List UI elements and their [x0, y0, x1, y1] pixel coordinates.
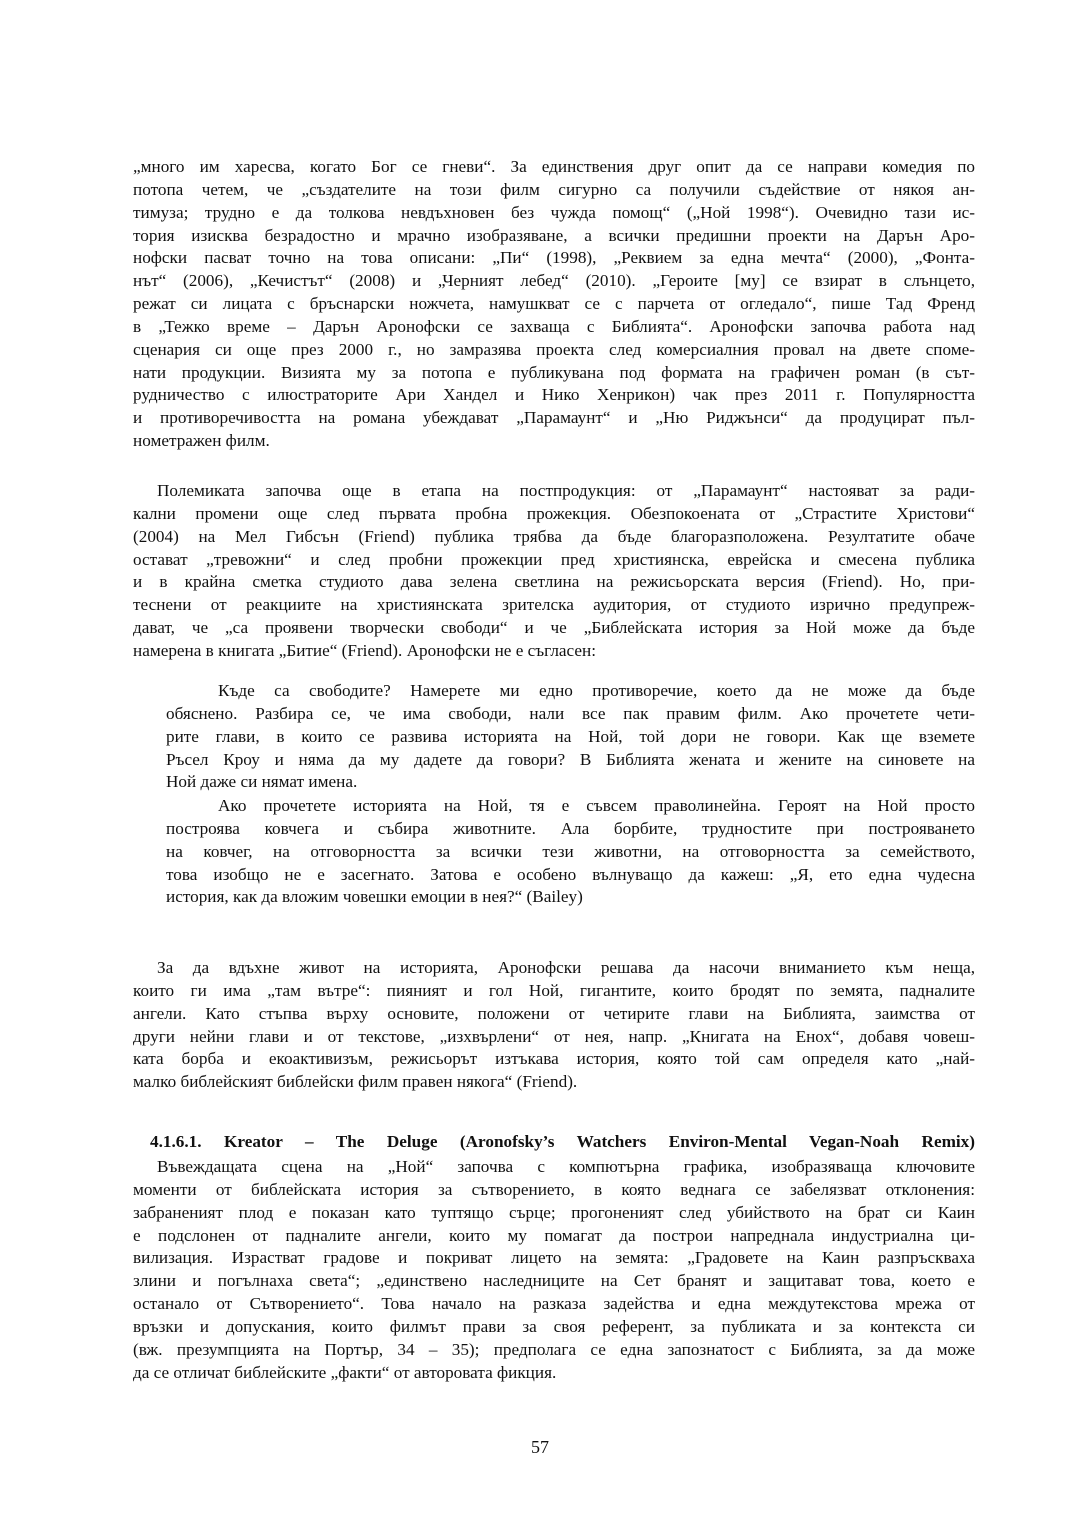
- text-line: малко библейският библейски филм правен някога“ (Friend).: [133, 1072, 578, 1092]
- text-line: да се отличат библейските „факти“ от авторовата фикция.: [133, 1362, 557, 1382]
- text-line: и противоречивостта на романа убеждават „Парамаунт“ и „Ню Риджънси“ да продуцират пъл-: [133, 408, 975, 428]
- text-line: намерена в книгата „Битие“ (Friend). Аронофски не е съгласен:: [133, 640, 596, 660]
- text-line: Къде са свободите? Намерете ми едно противоречие, което да не може да бъде: [218, 681, 975, 700]
- text-line: Въвеждащата сцена на „Ной“ започва с компютърна графика, изобразяваща ключовите: [157, 1157, 975, 1176]
- text-line: нати продукции. Визията му за потопа е публикувана под формата на графичен роман (в сът-: [133, 362, 975, 382]
- text-line: които ги има „там вътре“: пияният и гол Ной, гигантите, които бродят по земята, падналите: [133, 980, 975, 1000]
- text-line: обяснено. Разбира се, че има свободи, нали все пак правим филм. Ако прочетете чети-: [166, 703, 975, 723]
- paragraph-2: [133, 480, 975, 663]
- text-line: история, как да вложим човешки емоции в нея?“ (Bailey): [166, 887, 583, 907]
- text-line: потопа четем, че „създателите на този филм сигурно са получили съдействие от някоя ан-: [133, 179, 975, 199]
- text-line: теснени от реакциите на християнската зрителска аудитория, от студиото изрично предупреж-: [133, 595, 975, 615]
- text-line: вилизация. Израстват градове и покриват лицето на земята: „Градовете на Каин разпръскваха: [133, 1248, 975, 1268]
- text-line: дават, че „са проявени творчески свободи“ и че „Библейската история за Ной може да бъде: [133, 618, 975, 638]
- block-quote-2: [166, 795, 975, 909]
- text-line: Ръсел Кроу и няма да му дадете да говори? В Библията жената и жените на синовете на: [166, 749, 975, 769]
- text-line: Полемиката започва още в етапа на постпродукция: от „Парамаунт“ настояват за ради-: [157, 481, 975, 500]
- paragraph-4: [133, 1156, 975, 1384]
- text-line: построява ковчега и събира животните. Ала борбите, трудностите при построяването: [166, 818, 975, 838]
- text-line: (вж. презумпцията на Портър, 34 – 35); предполага се една запознатост с Библията, за да може: [133, 1339, 975, 1359]
- text-line: нометражен филм.: [133, 431, 270, 451]
- text-line: ката борба и екоактивизъм, режисьорът изтъкава история, която той сам определя като „най-: [133, 1049, 975, 1069]
- text-line: нът“ (2006), „Кечистът“ (2008) и „Черният лебед“ (2010). „Героите [му] се взират в слънцето,: [133, 271, 975, 291]
- text-line: „много им харесва, когато Бог се гневи“. За единствения друг опит да се направи комедия по: [133, 157, 975, 176]
- text-line: тория изисква безрадостно и мрачно изобразяване, а всички предишни проекти на Дарън Аро-: [133, 225, 975, 245]
- text-line: рите глави, в които се развива историята на Ной, той дори не говори. Как ще вземете: [166, 726, 975, 746]
- text-line: Ной даже си нямат имена.: [166, 772, 358, 792]
- text-line: и в крайна сметка студиото дава зелена светлина на режисьорската версия (Friend). Но, при-: [133, 572, 975, 592]
- text-line: на ковчег, на отговорността за всички тези животни, на отговорността за семейството,: [166, 841, 975, 861]
- text-line: За да вдъхне живот на историята, Аронофски решава да насочи вниманието към неща,: [157, 958, 975, 977]
- text-line: Ако прочетете историята на Ной, тя е съвсем праволинейна. Героят на Ной просто: [218, 796, 975, 815]
- block-quote-1: [166, 680, 975, 794]
- text-line: останало от Сътворението“. Това начало на разказа задейства и една междутекстова мрежа от: [133, 1294, 975, 1314]
- paragraph-3: [133, 957, 975, 1094]
- text-line: връзки и допускания, които филмът прави за своя референт, за публиката и за контекста си: [133, 1316, 975, 1336]
- text-line: забраненият плод е показан като туптящо сърце; прогоненият след убийството на брат си Каин: [133, 1202, 975, 1222]
- text-line: рудничество с илюстраторите Ари Хандел и Нико Хенрикон) чак през 2011 г. Популярността: [133, 385, 975, 405]
- text-line: кални промени още след първата пробна прожекция. Обезпокоената от „Страстите Христови“: [133, 503, 975, 523]
- text-line: остават „тревожни“ и след пробни прожекции пред християнска, еврейска и смесена публика: [133, 549, 975, 569]
- text-line: тимуза; трудно е да толкова невдъхновен без чужда помощ“ („Ной 1998“). Очевидно тази ис-: [133, 202, 975, 222]
- text-line: сценария си още през 2000 г., но замразява проекта след комерсиалния провал на двете споме-: [133, 339, 975, 359]
- section-heading: 4.1.6.1. Kreator – The Deluge (Aronofsky’s Watchers Environ-Mental Vegan-Noah Remix): [150, 1132, 975, 1151]
- text-line: (2004) на Мел Гибсън (Friend) публика трябва да бъде благоразположена. Резултатите обаче: [133, 526, 975, 546]
- text-line: моменти от библейската история за сътворението, в която веднага се забелязват отклонения:: [133, 1179, 975, 1199]
- text-line: ангели. Като стъпва върху основите, положени от четирите глави на Библията, заимства от: [133, 1003, 975, 1023]
- text-line: режат си лицата с бръснарски ножчета, намушкват се с парчета от огледало“, пише Тад Френд: [133, 294, 975, 314]
- text-line: е подслонен от падналите ангели, които му помагат да построи напреднала индустриална ци-: [133, 1225, 975, 1245]
- text-line: това изобщо не е засегнато. Затова е особено вълнуващо да кажеш: „Я, ето една чудесна: [166, 864, 975, 884]
- text-line: нофски пасват точно на това описани: „Пи“ (1998), „Реквием за една мечта“ (2000), „Фонта-: [133, 248, 975, 268]
- text-line: злини и погълнаха света“; „единствено наследниците на Сет бранят и защитават това, което е: [133, 1271, 975, 1291]
- text-line: в „Тежко време – Дарън Аронофски се захваща с Библията“. Аронофски започва работа над: [133, 316, 975, 336]
- page-number: 57: [531, 1437, 549, 1457]
- text-line: други нейни глави и от текстове, „изхвърлени“ от нея, напр. „Книгата на Енох“, добавя човеш-: [133, 1026, 975, 1046]
- paragraph-1: [133, 156, 975, 453]
